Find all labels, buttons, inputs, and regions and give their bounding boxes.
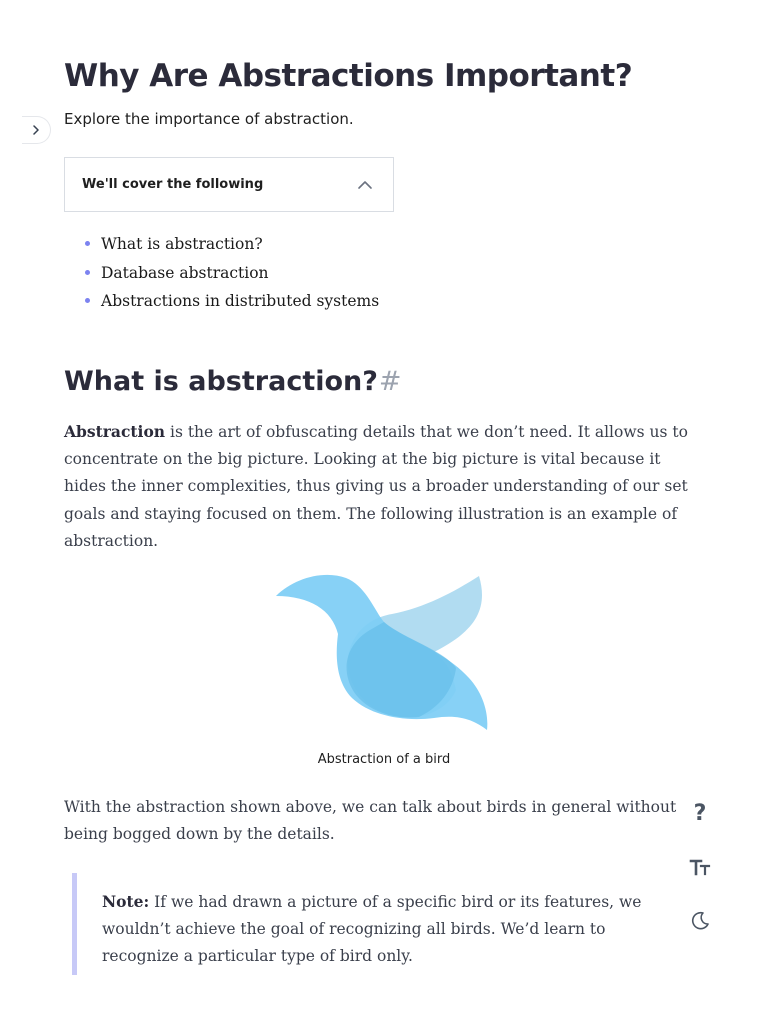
help-icon: ?	[693, 800, 707, 826]
toc-toggle[interactable]	[64, 157, 394, 212]
toc-link-what-is-abstraction[interactable]: What is abstraction?	[101, 235, 263, 253]
paragraph-abstraction	[64, 418, 704, 555]
bullet	[85, 298, 90, 303]
moon-icon	[689, 910, 711, 936]
toc-list	[64, 230, 379, 316]
sidebar-toggle-button[interactable]	[22, 116, 51, 144]
bullet	[85, 270, 90, 275]
paragraph-birds: With the abstraction shown above, we can talk about birds in general without being bogged down by the details.	[64, 798, 677, 844]
page-title: Why Are Abstractions Important?	[64, 58, 633, 94]
toc-item	[64, 259, 379, 288]
bullet	[85, 241, 90, 246]
section-heading	[64, 366, 402, 397]
note-callout	[72, 873, 682, 975]
chevron-up-icon	[357, 175, 373, 194]
bird-illustration	[274, 570, 494, 740]
toc-item	[64, 230, 379, 259]
toc-item	[64, 287, 379, 316]
note-text: If we had drawn a picture of a specific bird or its features, we wouldn’t achieve the goal of recognizing all birds. We’d learn to recognize a particular type of bird only.	[102, 893, 642, 966]
help-button[interactable]	[686, 798, 714, 828]
bold-term: Abstraction	[64, 422, 166, 441]
section-heading-text: What is abstraction?	[64, 366, 378, 397]
chevron-right-icon	[30, 121, 42, 140]
theme-toggle-button[interactable]	[686, 908, 714, 938]
page-subtitle: Explore the importance of abstraction.	[64, 110, 354, 128]
paragraph-text: is the art of obfuscating details that we don’t need. It allows us to concentrate on the big picture. Looking at the big picture is vital because it hides the inner complexities, thus giving us a broader understanding of our set goals and staying focused on them. The following illustration is an example of abstraction.	[64, 423, 688, 550]
toc-title: We'll cover the following	[82, 177, 264, 192]
toc-link-database-abstraction[interactable]: Database abstraction	[101, 263, 269, 282]
note-label: Note:	[102, 892, 150, 911]
figure-caption: Abstraction of a bird	[317, 752, 451, 767]
heading-anchor-link[interactable]: #	[378, 366, 402, 397]
font-size-button[interactable]	[686, 854, 714, 884]
toc-link-abstractions-distributed[interactable]: Abstractions in distributed systems	[101, 292, 380, 310]
font-size-icon	[689, 856, 711, 882]
